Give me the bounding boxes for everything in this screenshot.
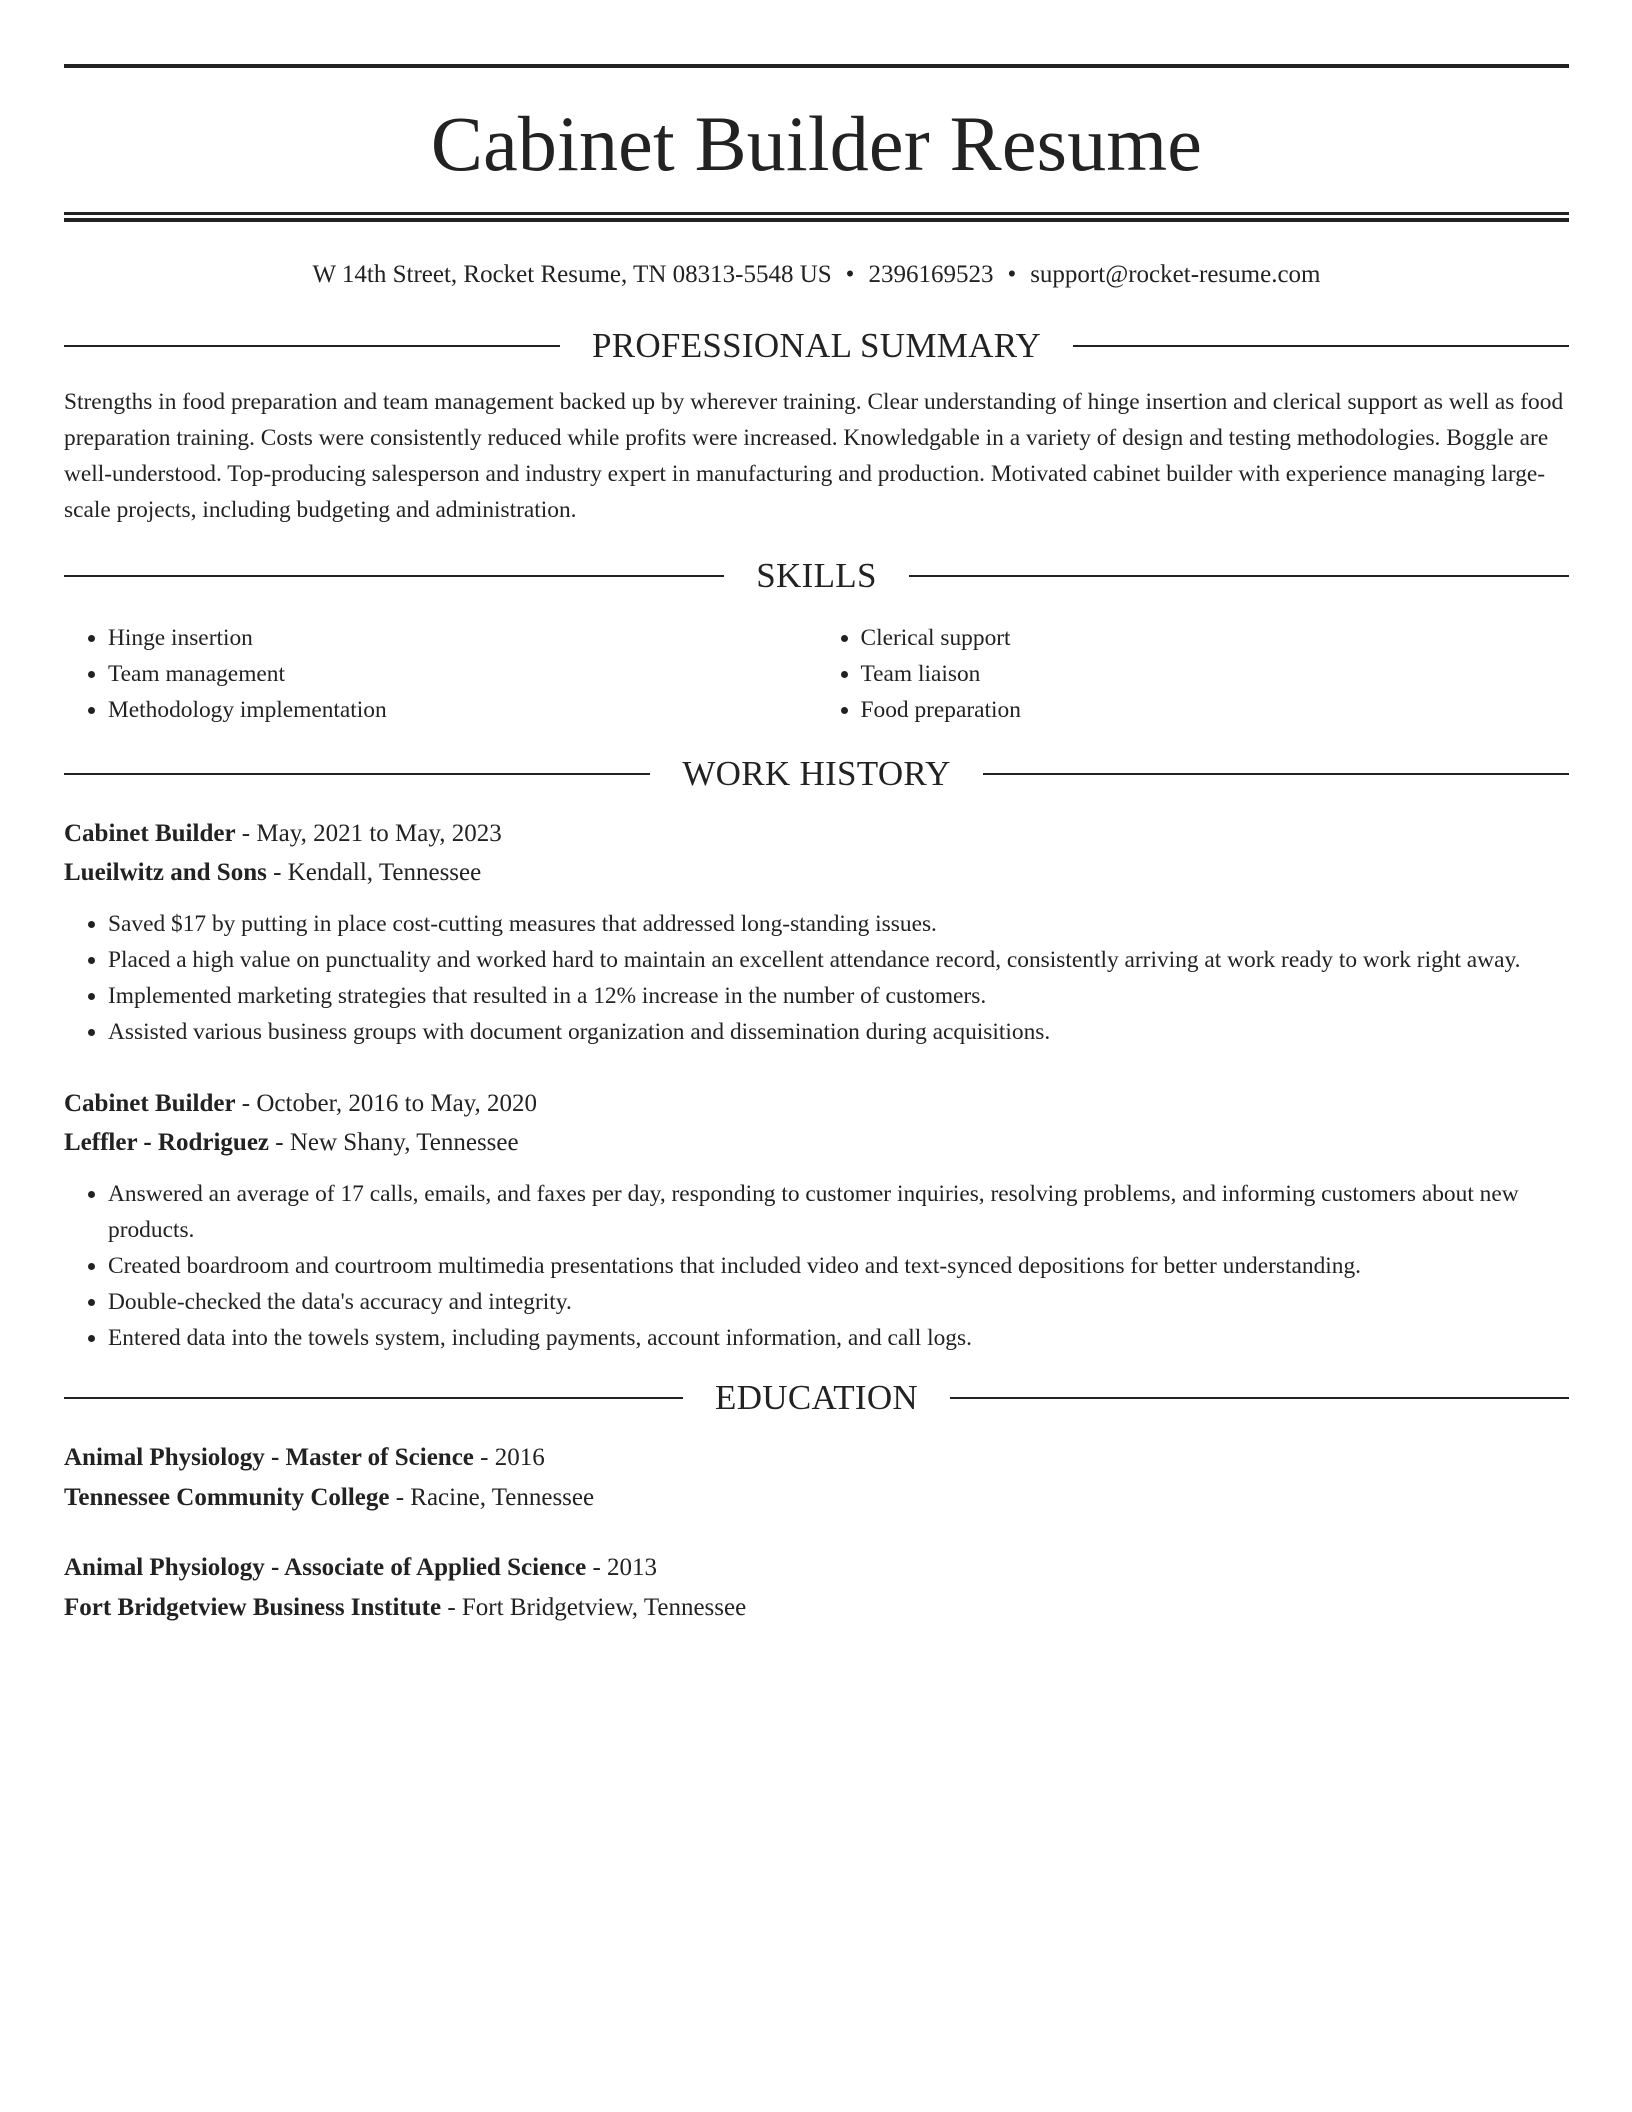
section-rule-left xyxy=(64,575,724,577)
job-entry xyxy=(64,1084,1569,1356)
skills-column-right xyxy=(817,620,1570,728)
job-title: Cabinet Builder xyxy=(64,820,236,847)
job-bullets xyxy=(64,1176,1569,1356)
section-header-summary xyxy=(64,324,1569,368)
education-location: - Fort Bridgetview, Tennessee xyxy=(441,1594,747,1621)
contact-separator: • xyxy=(1007,261,1017,288)
skill-item: • Hinge insertion xyxy=(108,620,817,656)
education-school-line xyxy=(64,1478,1569,1518)
job-bullet: • Saved $17 by putting in place cost-cutting measures that addressed long-standing issues. xyxy=(108,906,1569,942)
section-title-skills: SKILLS xyxy=(756,556,877,595)
contact-address: W 14th Street, Rocket Resume, TN 08313-5548 US xyxy=(312,261,832,288)
section-rule-right xyxy=(950,1397,1569,1399)
section-rule-right xyxy=(909,575,1569,577)
section-title-education: EDUCATION xyxy=(715,1378,918,1417)
contact-email: support@rocket-resume.com xyxy=(1030,261,1321,288)
section-header-skills xyxy=(64,554,1569,598)
education-entry xyxy=(64,1548,1569,1628)
contact-phone: 2396169523 xyxy=(868,261,994,288)
section-rule-right xyxy=(983,773,1569,775)
education-school: Tennessee Community College xyxy=(64,1484,390,1511)
job-bullet: • Double-checked the data's accuracy and integrity. xyxy=(108,1284,1569,1320)
skill-item: • Team management xyxy=(108,656,817,692)
section-title-summary: PROFESSIONAL SUMMARY xyxy=(591,326,1042,365)
section-title-work: WORK HISTORY xyxy=(682,754,951,793)
job-company: Lueilwitz and Sons xyxy=(64,859,267,886)
job-company: Leffler - Rodriguez xyxy=(64,1129,270,1156)
job-bullet: • Assisted various business groups with document organization and dissemination during acquisitions. xyxy=(108,1014,1569,1050)
education-school-line xyxy=(64,1588,1569,1628)
job-bullet: • Answered an average of 17 calls, emails, and faxes per day, responding to customer inquiries, resolving problems, and informing customers about new products. xyxy=(108,1176,1569,1248)
resume-title: Cabinet Builder Resume xyxy=(430,100,1203,187)
job-bullet: • Entered data into the towels system, including payments, account information, and call logs. xyxy=(108,1320,1569,1356)
skills-list xyxy=(64,620,1569,728)
job-dates: - May, 2021 to May, 2023 xyxy=(235,820,502,847)
title-double-rule xyxy=(64,212,1569,222)
section-header-work xyxy=(64,752,1569,796)
job-location: - New Shany, Tennessee xyxy=(269,1129,519,1156)
job-bullet: • Placed a high value on punctuality and worked hard to maintain an excellent attendance record, consistently arriving at work ready to work right away. xyxy=(108,942,1569,978)
skill-item: • Team liaison xyxy=(861,656,1570,692)
education-degree: Animal Physiology - Master of Science xyxy=(64,1444,474,1471)
education-year: - 2016 xyxy=(473,1444,545,1471)
job-company-line xyxy=(64,1123,1569,1162)
job-location: - Kendall, Tennessee xyxy=(266,859,482,886)
job-bullet: • Created boardroom and courtroom multimedia presentations that included video and text-synced depositions for better understanding. xyxy=(108,1248,1569,1284)
section-rule-left xyxy=(64,773,650,775)
contact-separator: • xyxy=(845,261,855,288)
job-bullets xyxy=(64,906,1569,1050)
job-entry xyxy=(64,814,1569,1050)
summary-text: Strengths in food preparation and team management backed up by wherever training. Clear understanding of hinge insertion and clerical support as well as food preparation training. Costs were consistently reduced while profits were increased. Knowledgable in a variety of design and testing methodologies. Boggle are well-understood. Top-producing salesperson and industry expert in manufacturing and production. Motivated cabinet builder with experience managing large-scale projects, including budgeting and administration. xyxy=(64,389,1564,523)
job-title-line xyxy=(64,814,1569,853)
contact-line xyxy=(64,260,1569,290)
skill-item: • Clerical support xyxy=(861,620,1570,656)
section-rule-left xyxy=(64,1397,683,1399)
education-location: - Racine, Tennessee xyxy=(389,1484,595,1511)
top-rule xyxy=(64,64,1569,68)
education-degree-line xyxy=(64,1438,1569,1478)
section-rule-right xyxy=(1073,345,1569,347)
section-header-education xyxy=(64,1376,1569,1420)
education-school: Fort Bridgetview Business Institute xyxy=(64,1594,442,1621)
skill-item: • Methodology implementation xyxy=(108,692,817,728)
education-degree: Animal Physiology - Associate of Applied Science xyxy=(64,1554,587,1581)
education-degree-line xyxy=(64,1548,1569,1588)
education-entry xyxy=(64,1438,1569,1518)
job-title: Cabinet Builder xyxy=(64,1090,236,1117)
job-bullet: • Implemented marketing strategies that resulted in a 12% increase in the number of customers. xyxy=(108,978,1569,1014)
job-title-line xyxy=(64,1084,1569,1123)
job-dates: - October, 2016 to May, 2020 xyxy=(235,1090,538,1117)
section-rule-left xyxy=(64,345,560,347)
education-year: - 2013 xyxy=(586,1554,658,1581)
resume-page xyxy=(64,64,1569,1628)
skills-column-left xyxy=(64,620,817,728)
skill-item: • Food preparation xyxy=(861,692,1570,728)
job-company-line xyxy=(64,853,1569,892)
